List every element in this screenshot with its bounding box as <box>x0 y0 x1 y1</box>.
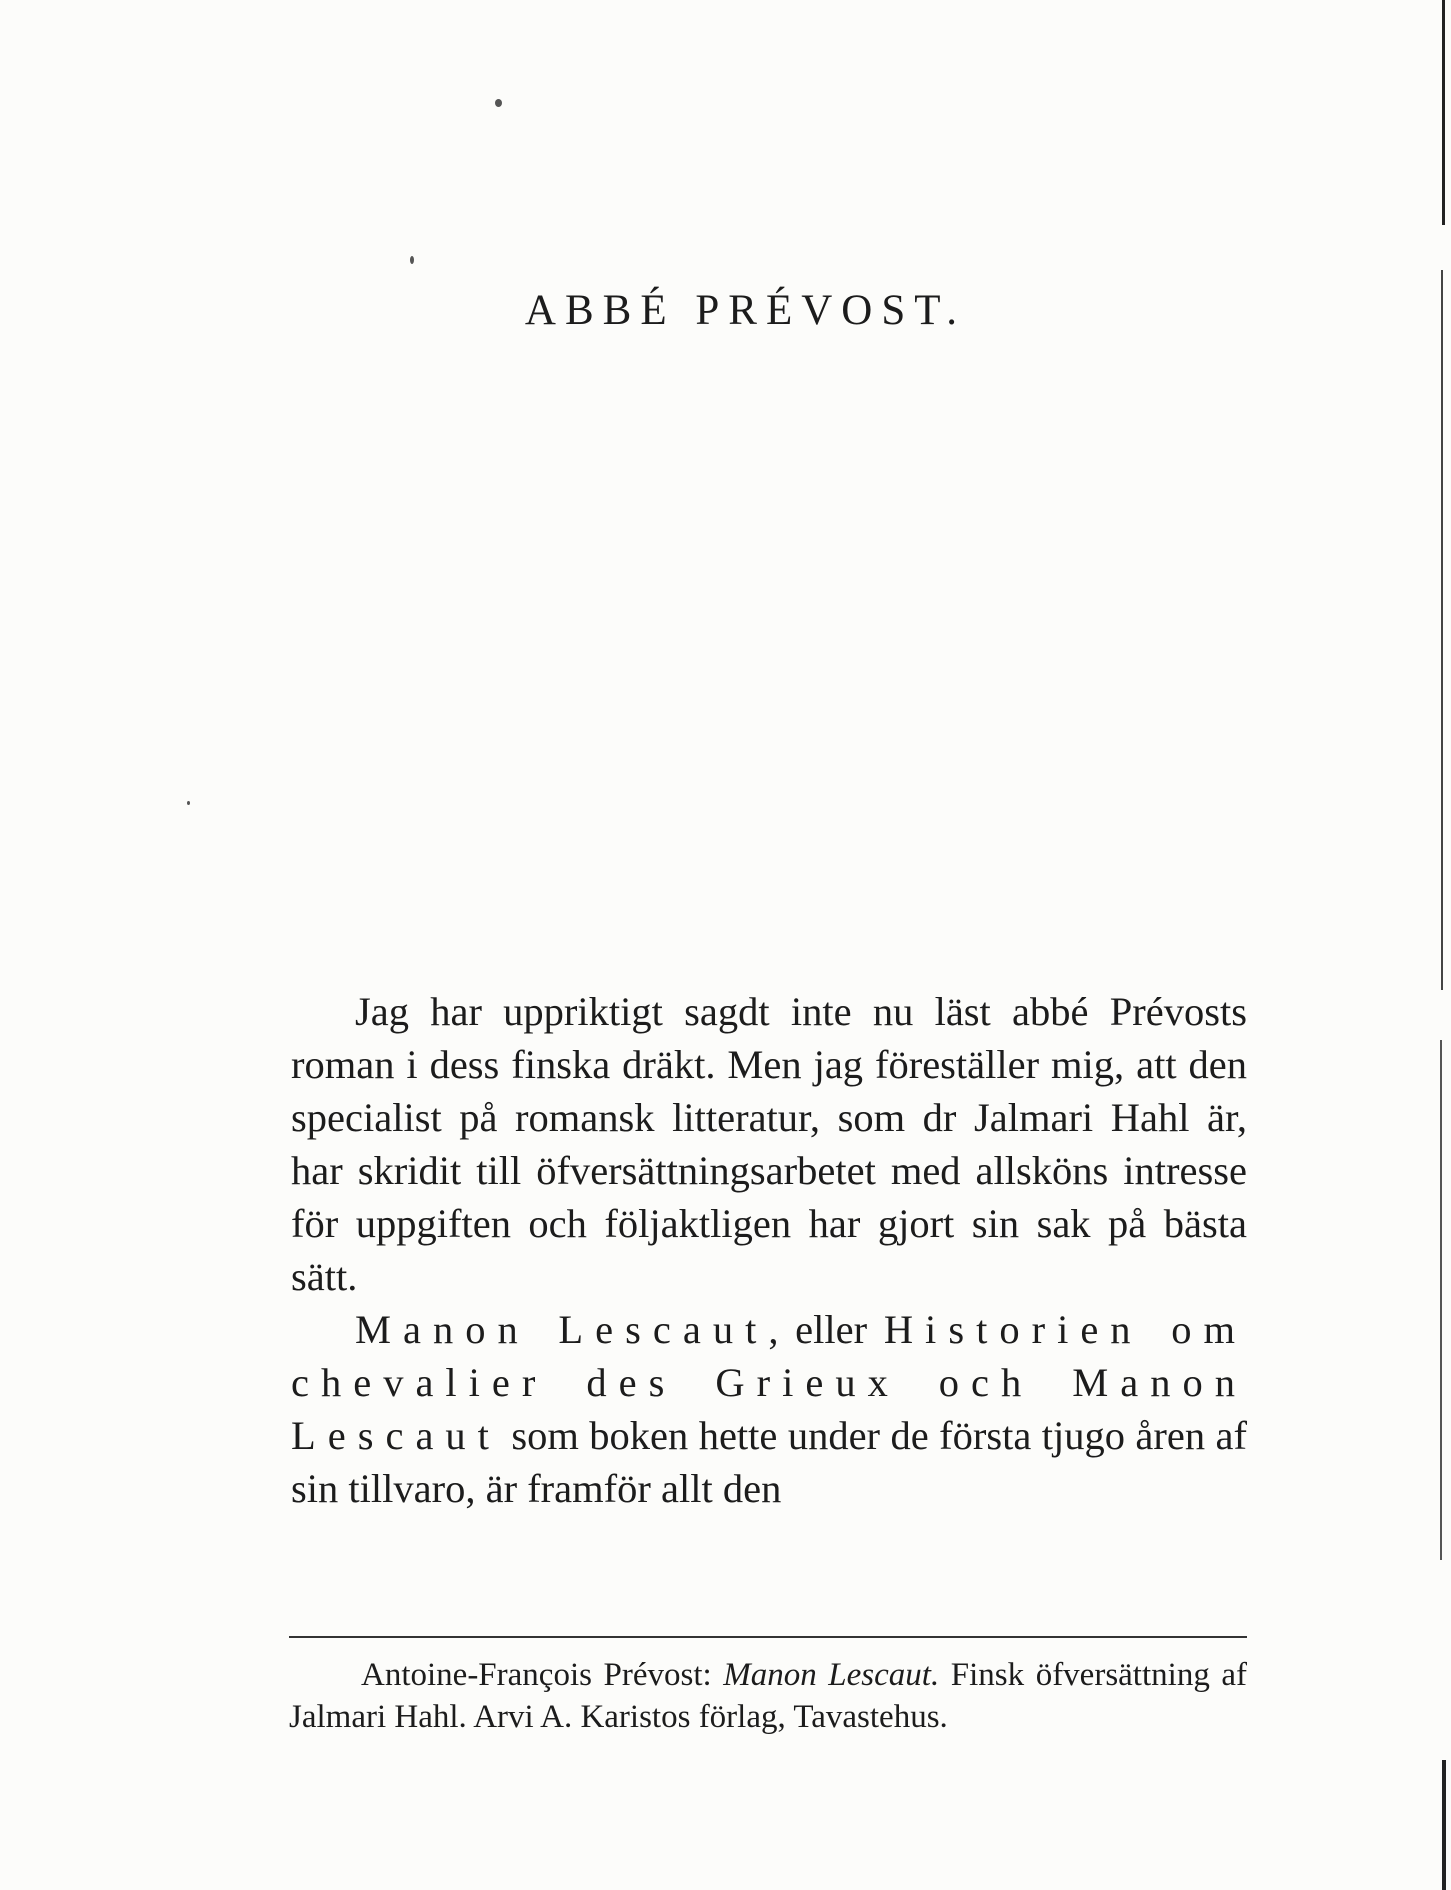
text-span: , eller <box>768 1307 884 1352</box>
footnote-work: Manon Lescaut. <box>723 1657 940 1693</box>
page-edge-line <box>1440 1040 1442 1560</box>
text-span: som boken hette under de första tjugo åren af sin tillvaro, är framför allt den <box>291 1413 1247 1511</box>
scan-speck <box>187 801 190 805</box>
book-title: Manon Lescaut <box>355 1307 769 1352</box>
paragraph: Jag har uppriktigt sagdt inte nu läst abbé Prévosts roman i dess finska dräkt. Men jag föreställer mig, att den specialist på romansk litteratur, som dr Jalmari Hahl är, har skridit till öfversättningsarbetet med allsköns intresse för uppgiften och följaktligen har gjort sin sak på bästa sätt. <box>291 989 1247 1299</box>
page-title: ABBÉ PRÉVOST. <box>524 287 967 334</box>
footnote <box>289 1654 1247 1738</box>
paragraph <box>291 1303 1247 1515</box>
footnote-details: Finsk öfversättning af Jalmari Hahl. Arvi A. Karistos förlag, Tavastehus. <box>289 1657 1248 1735</box>
book-title: Historien om chevalier des Grieux och Manon Lescaut <box>291 1307 1247 1458</box>
page-edge-line <box>1442 0 1445 225</box>
body-text <box>291 985 1247 1515</box>
page-edge-line <box>1442 1760 1446 1890</box>
scan-speck <box>410 256 414 264</box>
footnote-author: Antoine-François Prévost: <box>361 1657 724 1693</box>
page-edge-line <box>1441 270 1443 990</box>
footnote-rule <box>289 1636 1247 1638</box>
scan-speck <box>495 99 502 107</box>
